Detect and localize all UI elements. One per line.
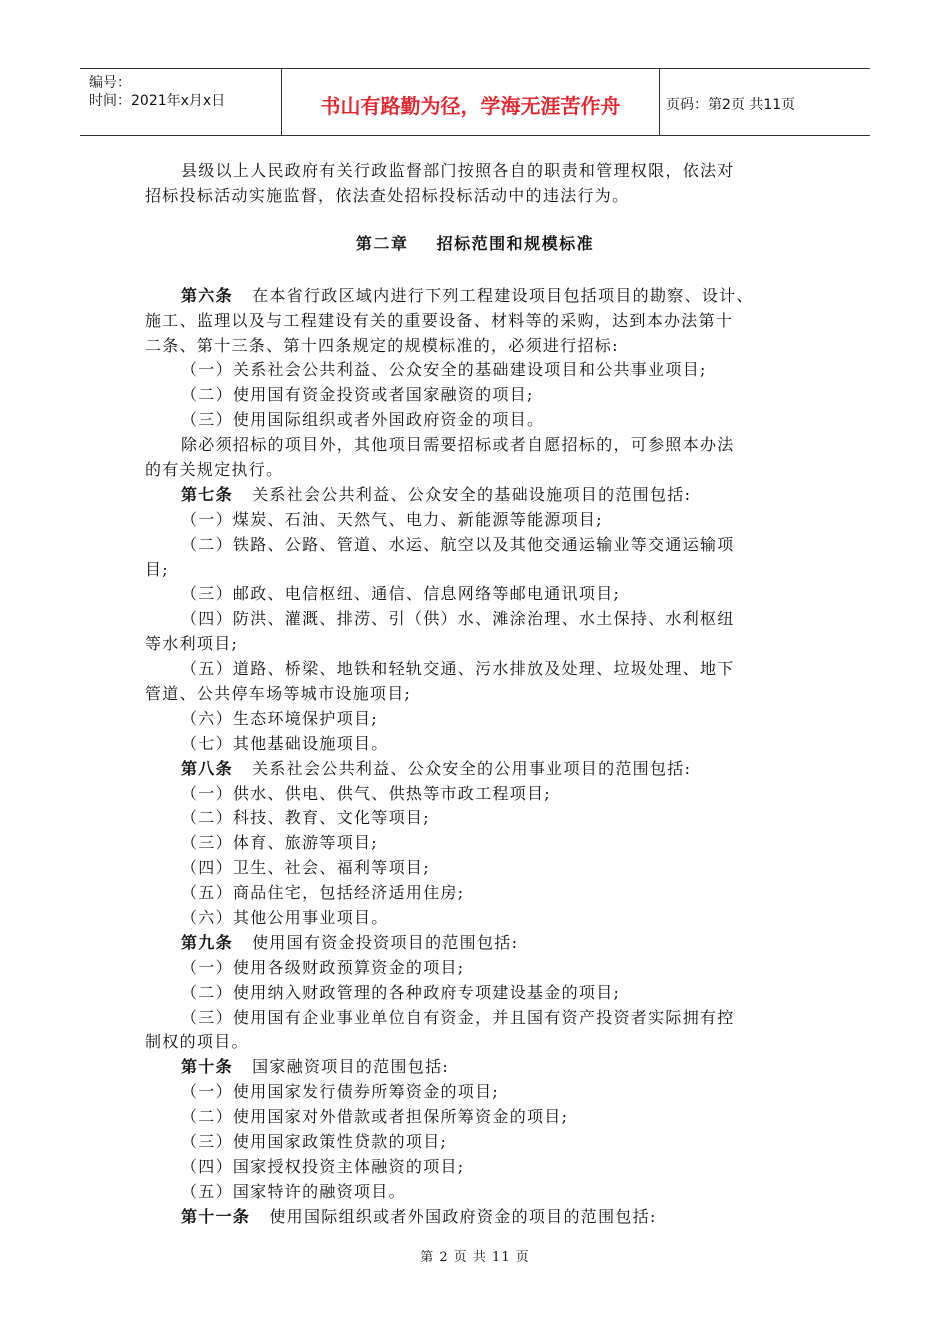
article-9-item: （三）使用国有企业事业单位自有资金，并且国有资产投资者实际拥有控 bbox=[181, 1008, 735, 1027]
article-8-title: 第八条 bbox=[181, 759, 233, 778]
article-6-title: 第六条 bbox=[181, 286, 233, 305]
article-6-line: 二条、第十三条、第十四条规定的规模标准的，必须进行招标: bbox=[145, 336, 619, 355]
article-8-line: 第八条 关系社会公共利益、公众安全的公用事业项目的范围包括: bbox=[181, 759, 692, 778]
article-7-line: 第七条 关系社会公共利益、公众安全的基础设施项目的范围包括: bbox=[181, 485, 692, 504]
article-8-item: （六）其他公用事业项目。 bbox=[181, 908, 389, 927]
article-7-item: （六）生态环境保护项目; bbox=[181, 709, 378, 728]
article-7-item: （三）邮政、电信枢纽、通信、信息网络等邮电通讯项目; bbox=[181, 584, 621, 603]
article-9-item: （二）使用纳入财政管理的各种政府专项建设基金的项目; bbox=[181, 983, 621, 1002]
header-motto: 书山有路勤为径，学海无涯苦作舟 bbox=[282, 69, 660, 135]
article-10-item: （五）国家特许的融资项目。 bbox=[181, 1182, 406, 1201]
article-9-line: 第九条 使用国有资金投资项目的范围包括: bbox=[181, 933, 519, 952]
article-7-item: 管道、公共停车场等城市设施项目; bbox=[145, 684, 412, 703]
chapter-title: 第二章 招标范围和规模标准 bbox=[355, 234, 595, 253]
page-footer: 第 2 页 共 11 页 bbox=[420, 1250, 530, 1265]
article-8-item: （四）卫生、社会、福利等项目; bbox=[181, 858, 430, 877]
article-6-line: 施工、监理以及与工程建设有关的重要设备、材料等的采购，达到本办法第十 bbox=[145, 311, 734, 330]
article-10-item: （二）使用国家对外借款或者担保所筹资金的项目; bbox=[181, 1107, 569, 1126]
article-8-item: （三）体育、旅游等项目; bbox=[181, 833, 378, 852]
article-6-line: 第六条 在本省行政区域内进行下列工程建设项目包括项目的勘察、设计、 bbox=[181, 286, 754, 305]
article-8-item: （五）商品住宅，包括经济适用住房; bbox=[181, 883, 465, 902]
article-7-title: 第七条 bbox=[181, 485, 233, 504]
article-11-line: 第十一条 使用国际组织或者外国政府资金的项目的范围包括: bbox=[181, 1207, 657, 1226]
article-7-item: （五）道路、桥梁、地铁和轻轨交通、污水排放及处理、垃圾处理、地下 bbox=[181, 659, 735, 678]
article-6-item: （一）关系社会公共利益、公众安全的基础建设项目和公共事业项目; bbox=[181, 360, 707, 379]
article-6-line: 除必须招标的项目外，其他项目需要招标或者自愿招标的，可参照本办法 bbox=[181, 435, 735, 454]
header-page-number: 页码：第2页 共11页 bbox=[666, 97, 796, 113]
article-9-item: 制权的项目。 bbox=[145, 1032, 249, 1051]
article-10-item: （三）使用国家政策性贷款的项目; bbox=[181, 1132, 448, 1151]
paragraph-line: 招标投标活动实施监督，依法查处招标投标活动中的违法行为。 bbox=[145, 186, 630, 205]
header-table bbox=[80, 68, 870, 136]
article-7-item: 目; bbox=[145, 560, 169, 579]
article-9-item: （一）使用各级财政预算资金的项目; bbox=[181, 958, 465, 977]
article-6-line: 的有关规定执行。 bbox=[145, 460, 284, 479]
article-10-line: 第十条 国家融资项目的范围包括: bbox=[181, 1057, 450, 1076]
article-6-item: （三）使用国际组织或者外国政府资金的项目。 bbox=[181, 410, 545, 429]
article-11-title: 第十一条 bbox=[181, 1207, 251, 1226]
article-10-item: （一）使用国家发行债券所筹资金的项目; bbox=[181, 1082, 500, 1101]
article-10-item: （四）国家授权投资主体融资的项目; bbox=[181, 1157, 465, 1176]
article-7-item: （一）煤炭、石油、天然气、电力、新能源等能源项目; bbox=[181, 510, 603, 529]
article-7-item: （四）防洪、灌溉、排涝、引（供）水、滩涂治理、水土保持、水利枢纽 bbox=[181, 609, 735, 628]
article-7-item: （七）其他基础设施项目。 bbox=[181, 734, 389, 753]
article-8-item: （二）科技、教育、文化等项目; bbox=[181, 808, 430, 827]
header-meta-cell bbox=[80, 69, 282, 135]
article-10-title: 第十条 bbox=[181, 1057, 233, 1076]
paragraph-line: 县级以上人民政府有关行政监督部门按照各自的职责和管理权限，依法对 bbox=[181, 161, 735, 180]
article-8-item: （一）供水、供电、供气、供热等市政工程项目; bbox=[181, 784, 551, 803]
article-7-item: 等水利项目; bbox=[145, 634, 239, 653]
document-number-label: 编号： bbox=[89, 75, 131, 91]
article-9-title: 第九条 bbox=[181, 933, 233, 952]
document-date-label: 时间：2021年x月x日 bbox=[89, 93, 226, 109]
article-6-item: （二）使用国有资金投资或者国家融资的项目; bbox=[181, 385, 534, 404]
article-7-item: （二）铁路、公路、管道、水运、航空以及其他交通运输业等交通运输项 bbox=[181, 535, 735, 554]
